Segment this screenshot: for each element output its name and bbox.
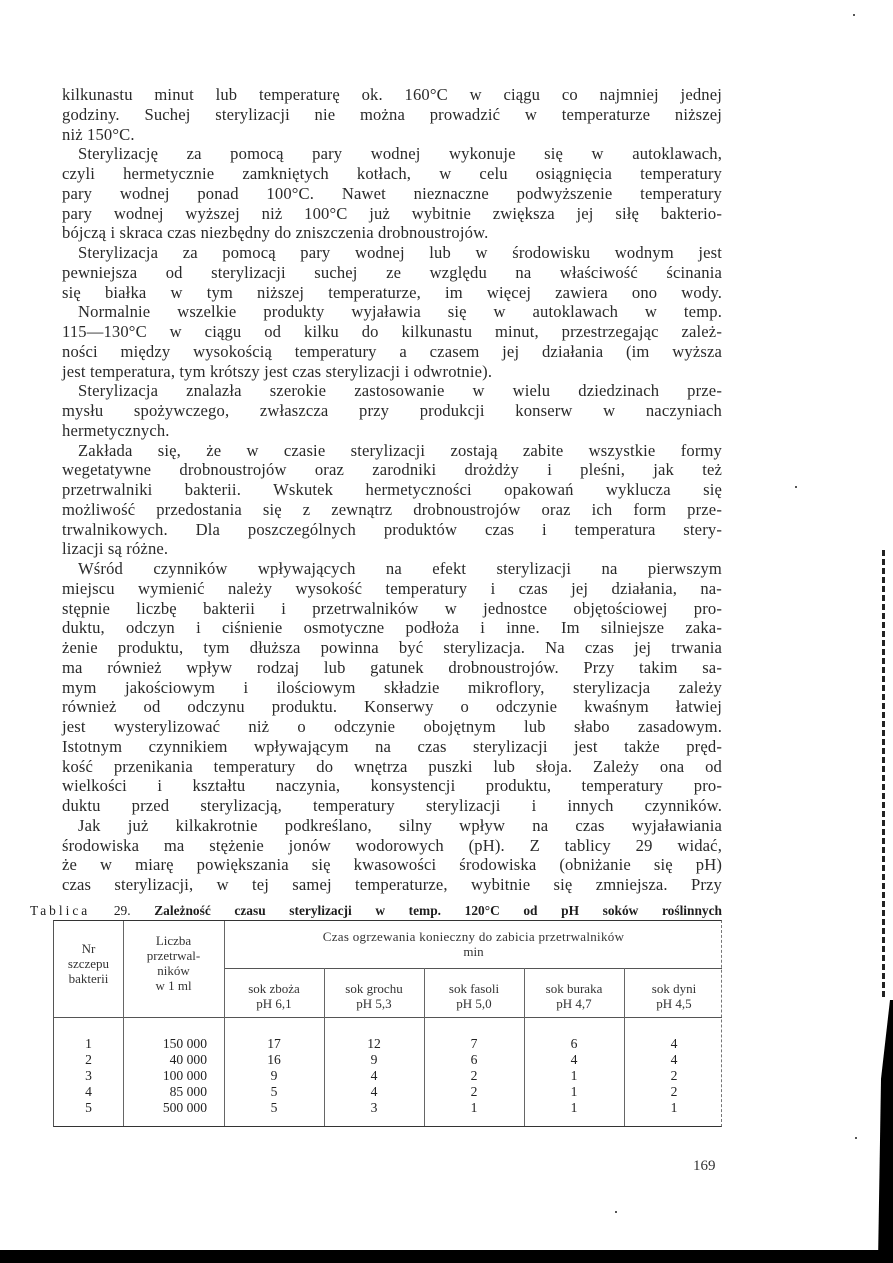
table-cell: 1 — [570, 1100, 578, 1115]
header-juice — [524, 981, 624, 1011]
header-juice-ph: pH 6,1 — [256, 996, 292, 1011]
table-cell: 7 — [470, 1036, 478, 1051]
table-cell: 4 — [85, 1084, 92, 1099]
table-cell: 2 — [670, 1068, 678, 1083]
text-line: hermetycznych. — [62, 420, 170, 440]
header-heating-time-text: Czas ogrzewania konieczny do zabicia przetrwalników — [322, 929, 625, 944]
text-line: czyli hermetycznie zamkniętych kotłach, w celu osiągnięcia temperatury — [62, 164, 722, 183]
table-cell: 3 — [370, 1100, 378, 1115]
table-cell: 6 — [470, 1052, 478, 1067]
header-strain-line: szczepu — [67, 956, 110, 971]
text-line: przetrwalniki bakterii. Wskutek hermetyczności opakowań wyklucza się — [62, 480, 722, 499]
table-cell: 100 000 — [162, 1068, 207, 1083]
table-cell: 1 — [85, 1036, 92, 1051]
header-spores-line: ników — [157, 963, 190, 978]
header-juice — [424, 981, 524, 1011]
text-line: wegetatywne drobnoustrojów oraz zarodniki drożdży i pleśni, jak też — [62, 460, 722, 480]
header-strain — [54, 941, 123, 986]
table-cell: 3 — [85, 1068, 92, 1083]
text-line: ności między wysokością temperatury a czasem jej działania (im wyższa — [62, 341, 722, 361]
table-cell: 85 000 — [169, 1084, 207, 1099]
header-juice-ph: pH 5,3 — [356, 996, 392, 1011]
data-table — [53, 920, 722, 1127]
header-juice-name: sok grochu — [345, 981, 403, 996]
text-line: pewniejsza od sterylizacji suchej ze względu na właściwość ścinania — [62, 262, 722, 282]
table-cell: 2 — [470, 1068, 478, 1083]
header-juice — [624, 981, 724, 1011]
header-juice — [324, 981, 424, 1011]
text-line: środowiska ma stężenie jonów wodorowych (pH). Z tablicy 29 widać, — [62, 835, 722, 855]
table-cell: 4 — [570, 1052, 578, 1067]
header-strain-line: bakterii — [68, 971, 109, 986]
text-line: lizacji są różne. — [62, 539, 169, 559]
header-spores-line: przetrwal- — [146, 948, 201, 963]
table-column — [224, 1036, 324, 1116]
scan-speck — [855, 1137, 857, 1139]
scan-edge — [882, 550, 885, 1000]
text-line: że w miarę powiększania się kwasowości środowiska (obniżanie się pH) — [62, 855, 722, 875]
text-line: miejscu wymienić należy wysokość temperatury i czas jej działania, na- — [62, 578, 722, 598]
page-number: 169 — [693, 1158, 716, 1174]
text-line: Sterylizacja za pomocą pary wodnej lub w środowisku wodnym jest — [78, 243, 722, 262]
text-line: ma również wpływ rodzaj lub gatunek drobnoustrojów. Przy takim sa- — [62, 657, 722, 677]
header-bottom-rule — [54, 1017, 722, 1018]
scan-speck — [615, 1211, 617, 1213]
text-line: 115—130°C w ciągu od kilku do kilkunastu minut, przestrzegając zależ- — [62, 322, 722, 341]
text-line: jest wysterylizować niż o odczynie obojętnym lub słabo zasadowym. — [62, 717, 722, 736]
table-cell: 40 000 — [169, 1052, 207, 1067]
header-juice-ph: pH 5,0 — [456, 996, 492, 1011]
text-line: również od odczynu produktu. Konserwy o odczynie kwaśnym łatwiej — [62, 697, 722, 717]
table-column — [54, 1036, 123, 1116]
text-line: Istotnym czynnikiem wpływającym na czas sterylizacji jest także pręd- — [62, 736, 722, 756]
table-cell: 2 — [670, 1084, 678, 1099]
table-cell: 5 — [270, 1100, 278, 1115]
table-cell: 150 000 — [162, 1036, 207, 1051]
table-column — [424, 1036, 524, 1116]
header-unit: min — [463, 944, 484, 959]
text-line: bójczą i skraca czas niezbędny do zniszczenia drobnoustrojów. — [62, 223, 489, 243]
text-line: Wśród czynników wpływających na efekt sterylizacji na pierwszym — [78, 559, 722, 578]
text-line: trwalnikowych. Dla poszczególnych produktów czas i temperatura stery- — [62, 519, 722, 539]
text-line: godziny. Suchej sterylizacji nie można prowadzić w temperaturze niższej — [62, 104, 722, 124]
text-line: Sterylizację za pomocą pary wodnej wykonuje się w autoklawach, — [78, 144, 722, 164]
header-juice-name: sok dyni — [651, 981, 697, 996]
table-cell: 2 — [470, 1084, 478, 1099]
header-juice-ph: pH 4,7 — [556, 996, 592, 1011]
text-line: mym jakościowym i ilościowym składzie mikroflory, sterylizacja zależy — [62, 677, 722, 697]
table-column — [123, 1036, 207, 1116]
text-line: pary wodnej wyższej niż 100°C już wybitnie zwiększa jej siłę bakterio- — [62, 203, 722, 223]
text-line: wielkości i kształtu naczynia, konsystencji produktu, temperatury pro- — [62, 776, 722, 796]
table-cell: 1 — [670, 1100, 678, 1115]
text-line: Normalnie wszelkie produkty wyjaławia się w autoklawach w temp. — [78, 302, 722, 322]
text-line: stępnie liczbę bakterii i przetrwalników w jednostce objętościowej pro- — [62, 598, 722, 618]
table-cell: 12 — [367, 1036, 381, 1051]
table-cell: 4 — [370, 1084, 378, 1099]
header-juice-ph: pH 4,5 — [656, 996, 692, 1011]
caption-title: Zależność czasu sterylizacji w temp. 120°C od pH soków roślinnych — [154, 903, 722, 918]
table-cell: 17 — [267, 1036, 281, 1051]
text-line: żenie produktu, tym dłuższa powinna być sterylizacja. Na czas jej trwania — [62, 638, 722, 657]
text-line: możliwość przedostania się z zewnątrz drobnoustrojów oraz ich form prze- — [62, 499, 722, 519]
header-juice-name: sok zboża — [248, 981, 300, 996]
table-column — [524, 1036, 624, 1116]
table-cell: 16 — [267, 1052, 281, 1067]
table-cell: 9 — [270, 1068, 278, 1083]
header-spores-line: Liczba — [155, 933, 192, 948]
caption-number: 29. — [113, 903, 131, 918]
table-cell: 2 — [85, 1052, 92, 1067]
text-line: Sterylizacja znalazła szerokie zastosowanie w wielu dziedzinach prze- — [78, 381, 722, 401]
text-line: pary wodnej ponad 100°C. Nawet nieznaczne podwyższenie temperatury — [62, 183, 722, 203]
header-spores — [123, 933, 224, 993]
table-cell: 1 — [570, 1084, 578, 1099]
table-cell: 5 — [85, 1100, 92, 1115]
header-juice — [224, 981, 324, 1011]
table-cell: 4 — [670, 1036, 678, 1051]
text-line: jest temperatura, tym krótszy jest czas sterylizacji i odwrotnie). — [62, 361, 493, 381]
table-cell: 500 000 — [162, 1100, 207, 1115]
table-column — [324, 1036, 424, 1116]
text-line: duktu przed sterylizacją, temperatury sterylizacji i innych czynników. — [62, 796, 722, 815]
table-cell: 1 — [470, 1100, 478, 1115]
scan-bottom-border — [0, 1250, 893, 1263]
body-text — [62, 85, 722, 895]
table-cell: 4 — [370, 1068, 378, 1083]
table-cell: 9 — [370, 1052, 378, 1067]
header-juice-name: sok fasoli — [448, 981, 500, 996]
scan-speck — [795, 486, 797, 488]
caption-label: Tablica — [30, 903, 91, 918]
table-column — [624, 1036, 724, 1116]
header-strain-line: Nr — [81, 941, 96, 956]
text-line: kilkunastu minut lub temperaturę ok. 160°C w ciągu co najmniej jednej — [62, 85, 722, 104]
text-line: się białka w tym niższej temperaturze, im więcej zawiera ono wody. — [62, 282, 722, 302]
text-line: Jak już kilkakrotnie podkreślano, silny wpływ na czas wyjaławiania — [78, 815, 722, 835]
table-cell: 6 — [570, 1036, 578, 1051]
text-line: mysłu spożywczego, zwłaszcza przy produkcji konserw w naczyniach — [62, 401, 722, 420]
table-caption — [30, 903, 722, 919]
header-spores-line: w 1 ml — [155, 978, 192, 993]
scan-speck — [853, 14, 855, 16]
text-line: kość przenikania temperatury do wnętrza puszki lub słoja. Zależy ona od — [62, 756, 722, 776]
table-cell: 1 — [570, 1068, 578, 1083]
text-line: czas sterylizacji, w tej samej temperaturze, wybitnie się zmniejsza. Przy — [62, 875, 722, 894]
text-line: Zakłada się, że w czasie sterylizacji zostają zabite wszystkie formy — [78, 440, 722, 460]
table-cell: 5 — [270, 1084, 278, 1099]
header-heating-time — [224, 929, 723, 959]
text-line: niż 150°C. — [62, 124, 135, 144]
header-juice-name: sok buraka — [545, 981, 603, 996]
table-cell: 4 — [670, 1052, 678, 1067]
header-divider — [224, 968, 722, 969]
scan-edge-shadow — [878, 1000, 893, 1263]
text-line: duktu, odczyn i ciśnienie osmotyczne podłoża i inne. Im silniejsze zaka- — [62, 618, 722, 638]
